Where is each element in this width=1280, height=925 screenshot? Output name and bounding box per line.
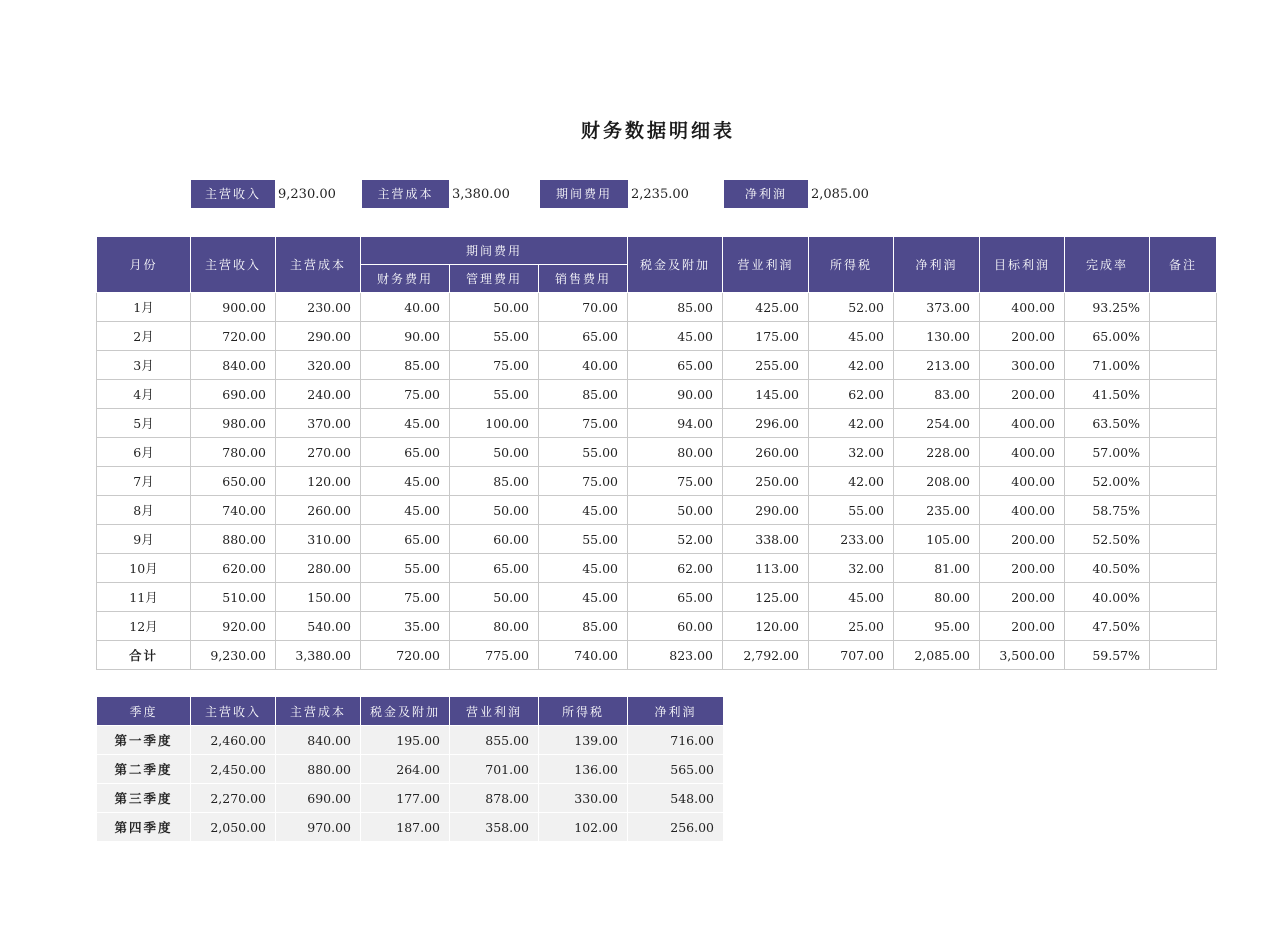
table-cell: 2,792.00 bbox=[723, 641, 809, 670]
quarter-cell: 256.00 bbox=[628, 813, 724, 842]
table-cell: 32.00 bbox=[809, 554, 894, 583]
header-net-profit: 净利润 bbox=[894, 237, 980, 293]
table-row bbox=[97, 322, 1217, 351]
table-cell: 85.00 bbox=[539, 612, 628, 641]
summary-revenue bbox=[191, 180, 336, 208]
table-cell: 83.00 bbox=[894, 380, 980, 409]
month-cell: 3月 bbox=[97, 351, 191, 380]
quarter-cell: 358.00 bbox=[450, 813, 539, 842]
table-cell: 81.00 bbox=[894, 554, 980, 583]
table-cell: 55.00 bbox=[809, 496, 894, 525]
month-cell: 5月 bbox=[97, 409, 191, 438]
table-cell: 85.00 bbox=[539, 380, 628, 409]
table-cell bbox=[1150, 467, 1217, 496]
quarter-label-cell: 第一季度 bbox=[97, 726, 191, 755]
table-row bbox=[97, 351, 1217, 380]
table-cell: 75.00 bbox=[450, 351, 539, 380]
table-cell: 260.00 bbox=[276, 496, 361, 525]
table-cell: 42.00 bbox=[809, 409, 894, 438]
table-cell: 840.00 bbox=[191, 351, 276, 380]
table-cell: 510.00 bbox=[191, 583, 276, 612]
table-cell: 65.00 bbox=[361, 525, 450, 554]
table-cell: 52.50% bbox=[1065, 525, 1150, 554]
table-cell: 920.00 bbox=[191, 612, 276, 641]
summary-label: 主营收入 bbox=[191, 180, 275, 208]
table-cell bbox=[1150, 496, 1217, 525]
table-cell bbox=[1150, 380, 1217, 409]
table-cell: 62.00 bbox=[809, 380, 894, 409]
table-cell: 425.00 bbox=[723, 293, 809, 322]
table-cell bbox=[1150, 583, 1217, 612]
table-cell: 75.00 bbox=[539, 467, 628, 496]
header-sales-expense: 销售费用 bbox=[539, 265, 628, 293]
summary-period-expense bbox=[540, 180, 689, 208]
table-cell: 740.00 bbox=[191, 496, 276, 525]
summary-label: 净利润 bbox=[724, 180, 808, 208]
header-operating-profit: 营业利润 bbox=[723, 237, 809, 293]
quarter-header-cell: 税金及附加 bbox=[361, 697, 450, 726]
table-cell: 90.00 bbox=[628, 380, 723, 409]
table-cell: 75.00 bbox=[361, 380, 450, 409]
table-cell: 250.00 bbox=[723, 467, 809, 496]
monthly-detail-table bbox=[96, 236, 1217, 670]
table-cell: 80.00 bbox=[628, 438, 723, 467]
table-cell: 300.00 bbox=[980, 351, 1065, 380]
table-cell: 45.00 bbox=[361, 496, 450, 525]
table-cell: 150.00 bbox=[276, 583, 361, 612]
table-cell: 65.00 bbox=[361, 438, 450, 467]
table-cell: 60.00 bbox=[628, 612, 723, 641]
table-cell: 200.00 bbox=[980, 525, 1065, 554]
table-cell: 63.50% bbox=[1065, 409, 1150, 438]
table-cell: 45.00 bbox=[809, 322, 894, 351]
table-cell: 52.00% bbox=[1065, 467, 1150, 496]
quarter-row bbox=[97, 726, 724, 755]
table-cell: 3,380.00 bbox=[276, 641, 361, 670]
table-cell: 620.00 bbox=[191, 554, 276, 583]
header-completion-rate: 完成率 bbox=[1065, 237, 1150, 293]
quarter-cell: 136.00 bbox=[539, 755, 628, 784]
table-cell: 40.00% bbox=[1065, 583, 1150, 612]
quarter-cell: 139.00 bbox=[539, 726, 628, 755]
quarter-cell: 195.00 bbox=[361, 726, 450, 755]
table-cell: 270.00 bbox=[276, 438, 361, 467]
summary-label: 期间费用 bbox=[540, 180, 628, 208]
table-cell: 75.00 bbox=[539, 409, 628, 438]
quarter-cell: 187.00 bbox=[361, 813, 450, 842]
table-row bbox=[97, 583, 1217, 612]
table-cell: 65.00% bbox=[1065, 322, 1150, 351]
quarter-header-cell: 所得税 bbox=[539, 697, 628, 726]
table-cell bbox=[1150, 409, 1217, 438]
table-cell: 25.00 bbox=[809, 612, 894, 641]
quarter-cell: 548.00 bbox=[628, 784, 724, 813]
header-revenue: 主营收入 bbox=[191, 237, 276, 293]
table-cell: 880.00 bbox=[191, 525, 276, 554]
table-cell: 720.00 bbox=[191, 322, 276, 351]
summary-value: 3,380.00 bbox=[452, 186, 510, 202]
table-cell: 85.00 bbox=[628, 293, 723, 322]
table-cell: 75.00 bbox=[628, 467, 723, 496]
table-cell: 338.00 bbox=[723, 525, 809, 554]
table-cell: 230.00 bbox=[276, 293, 361, 322]
table-row bbox=[97, 380, 1217, 409]
quarter-row bbox=[97, 784, 724, 813]
month-cell: 4月 bbox=[97, 380, 191, 409]
table-cell: 100.00 bbox=[450, 409, 539, 438]
month-cell: 8月 bbox=[97, 496, 191, 525]
table-cell: 85.00 bbox=[450, 467, 539, 496]
table-row bbox=[97, 409, 1217, 438]
table-cell bbox=[1150, 525, 1217, 554]
table-cell: 52.00 bbox=[628, 525, 723, 554]
month-cell: 12月 bbox=[97, 612, 191, 641]
summary-label: 主营成本 bbox=[362, 180, 449, 208]
table-cell bbox=[1150, 351, 1217, 380]
table-cell: 310.00 bbox=[276, 525, 361, 554]
table-cell: 50.00 bbox=[450, 583, 539, 612]
table-cell: 45.00 bbox=[809, 583, 894, 612]
quarterly-summary-table bbox=[96, 696, 724, 842]
table-cell: 40.00 bbox=[361, 293, 450, 322]
total-row bbox=[97, 641, 1217, 670]
table-cell: 900.00 bbox=[191, 293, 276, 322]
table-cell: 75.00 bbox=[361, 583, 450, 612]
table-cell: 228.00 bbox=[894, 438, 980, 467]
table-cell: 255.00 bbox=[723, 351, 809, 380]
table-cell: 400.00 bbox=[980, 438, 1065, 467]
table-cell: 400.00 bbox=[980, 293, 1065, 322]
summary-cost bbox=[362, 180, 510, 208]
month-cell: 6月 bbox=[97, 438, 191, 467]
table-cell: 113.00 bbox=[723, 554, 809, 583]
quarter-header-cell: 主营成本 bbox=[276, 697, 361, 726]
quarter-row bbox=[97, 755, 724, 784]
quarter-label-cell: 第三季度 bbox=[97, 784, 191, 813]
table-cell: 145.00 bbox=[723, 380, 809, 409]
quarter-header-cell: 净利润 bbox=[628, 697, 724, 726]
table-cell bbox=[1150, 293, 1217, 322]
quarter-cell: 2,450.00 bbox=[191, 755, 276, 784]
table-cell: 373.00 bbox=[894, 293, 980, 322]
quarter-cell: 690.00 bbox=[276, 784, 361, 813]
quarter-row bbox=[97, 813, 724, 842]
month-cell: 11月 bbox=[97, 583, 191, 612]
table-cell: 2,085.00 bbox=[894, 641, 980, 670]
summary-value: 2,235.00 bbox=[631, 186, 689, 202]
page-title: 财务数据明细表 bbox=[580, 120, 735, 142]
table-cell: 233.00 bbox=[809, 525, 894, 554]
table-cell: 45.00 bbox=[361, 409, 450, 438]
table-cell: 42.00 bbox=[809, 351, 894, 380]
table-cell: 57.00% bbox=[1065, 438, 1150, 467]
quarter-cell: 2,270.00 bbox=[191, 784, 276, 813]
table-cell: 32.00 bbox=[809, 438, 894, 467]
month-cell: 1月 bbox=[97, 293, 191, 322]
header-admin-expense: 管理费用 bbox=[450, 265, 539, 293]
table-cell: 290.00 bbox=[723, 496, 809, 525]
table-cell: 45.00 bbox=[539, 554, 628, 583]
table-cell bbox=[1150, 322, 1217, 351]
header-period-expense: 期间费用 bbox=[361, 237, 628, 265]
table-cell: 980.00 bbox=[191, 409, 276, 438]
table-cell: 50.00 bbox=[450, 293, 539, 322]
quarter-cell: 701.00 bbox=[450, 755, 539, 784]
table-cell: 47.50% bbox=[1065, 612, 1150, 641]
table-cell: 540.00 bbox=[276, 612, 361, 641]
table-cell: 200.00 bbox=[980, 583, 1065, 612]
table-cell: 823.00 bbox=[628, 641, 723, 670]
table-cell: 85.00 bbox=[361, 351, 450, 380]
table-cell: 58.75% bbox=[1065, 496, 1150, 525]
table-cell: 50.00 bbox=[450, 438, 539, 467]
table-cell: 50.00 bbox=[450, 496, 539, 525]
header-income-tax: 所得税 bbox=[809, 237, 894, 293]
summary-value: 9,230.00 bbox=[278, 186, 336, 202]
table-cell: 93.25% bbox=[1065, 293, 1150, 322]
quarter-cell: 2,050.00 bbox=[191, 813, 276, 842]
table-cell: 120.00 bbox=[723, 612, 809, 641]
table-cell: 780.00 bbox=[191, 438, 276, 467]
table-cell: 775.00 bbox=[450, 641, 539, 670]
table-cell: 65.00 bbox=[450, 554, 539, 583]
quarter-cell: 970.00 bbox=[276, 813, 361, 842]
table-cell: 35.00 bbox=[361, 612, 450, 641]
month-cell: 2月 bbox=[97, 322, 191, 351]
table-cell: 400.00 bbox=[980, 467, 1065, 496]
table-cell bbox=[1150, 612, 1217, 641]
table-cell: 400.00 bbox=[980, 496, 1065, 525]
table-row bbox=[97, 293, 1217, 322]
header-target-profit: 目标利润 bbox=[980, 237, 1065, 293]
table-cell: 45.00 bbox=[539, 496, 628, 525]
summary-net-profit bbox=[724, 180, 869, 208]
table-cell: 3,500.00 bbox=[980, 641, 1065, 670]
quarter-header-cell: 营业利润 bbox=[450, 697, 539, 726]
table-row bbox=[97, 525, 1217, 554]
table-cell: 40.00 bbox=[539, 351, 628, 380]
table-cell: 200.00 bbox=[980, 380, 1065, 409]
table-cell: 80.00 bbox=[894, 583, 980, 612]
table-cell: 690.00 bbox=[191, 380, 276, 409]
table-cell: 45.00 bbox=[628, 322, 723, 351]
table-cell: 55.00 bbox=[539, 438, 628, 467]
table-cell: 208.00 bbox=[894, 467, 980, 496]
table-cell: 280.00 bbox=[276, 554, 361, 583]
table-cell: 254.00 bbox=[894, 409, 980, 438]
table-cell: 260.00 bbox=[723, 438, 809, 467]
table-cell: 200.00 bbox=[980, 322, 1065, 351]
quarter-cell: 878.00 bbox=[450, 784, 539, 813]
table-cell: 235.00 bbox=[894, 496, 980, 525]
quarter-cell: 330.00 bbox=[539, 784, 628, 813]
quarter-header-cell: 季度 bbox=[97, 697, 191, 726]
table-cell: 80.00 bbox=[450, 612, 539, 641]
table-row bbox=[97, 612, 1217, 641]
header-cost: 主营成本 bbox=[276, 237, 361, 293]
table-cell: 55.00 bbox=[450, 322, 539, 351]
quarter-cell: 716.00 bbox=[628, 726, 724, 755]
header-note: 备注 bbox=[1150, 237, 1217, 293]
month-cell: 7月 bbox=[97, 467, 191, 496]
table-cell: 320.00 bbox=[276, 351, 361, 380]
table-cell bbox=[1150, 641, 1217, 670]
table-cell: 105.00 bbox=[894, 525, 980, 554]
table-cell: 175.00 bbox=[723, 322, 809, 351]
table-cell: 59.57% bbox=[1065, 641, 1150, 670]
table-cell: 45.00 bbox=[361, 467, 450, 496]
quarter-header-cell: 主营收入 bbox=[191, 697, 276, 726]
quarter-label-cell: 第四季度 bbox=[97, 813, 191, 842]
table-cell: 70.00 bbox=[539, 293, 628, 322]
table-cell bbox=[1150, 554, 1217, 583]
table-cell: 650.00 bbox=[191, 467, 276, 496]
table-cell: 707.00 bbox=[809, 641, 894, 670]
table-cell: 90.00 bbox=[361, 322, 450, 351]
table-cell: 200.00 bbox=[980, 554, 1065, 583]
table-cell: 71.00% bbox=[1065, 351, 1150, 380]
table-cell: 290.00 bbox=[276, 322, 361, 351]
table-cell: 125.00 bbox=[723, 583, 809, 612]
table-cell bbox=[1150, 438, 1217, 467]
table-cell: 65.00 bbox=[628, 583, 723, 612]
table-cell: 200.00 bbox=[980, 612, 1065, 641]
table-cell: 40.50% bbox=[1065, 554, 1150, 583]
table-cell: 41.50% bbox=[1065, 380, 1150, 409]
table-cell: 55.00 bbox=[539, 525, 628, 554]
table-cell: 130.00 bbox=[894, 322, 980, 351]
table-row bbox=[97, 438, 1217, 467]
table-cell: 50.00 bbox=[628, 496, 723, 525]
quarter-cell: 565.00 bbox=[628, 755, 724, 784]
table-cell: 95.00 bbox=[894, 612, 980, 641]
quarter-cell: 855.00 bbox=[450, 726, 539, 755]
table-cell: 52.00 bbox=[809, 293, 894, 322]
quarter-cell: 177.00 bbox=[361, 784, 450, 813]
quarter-label-cell: 第二季度 bbox=[97, 755, 191, 784]
table-row bbox=[97, 554, 1217, 583]
quarter-cell: 102.00 bbox=[539, 813, 628, 842]
table-cell: 213.00 bbox=[894, 351, 980, 380]
table-row bbox=[97, 467, 1217, 496]
quarter-cell: 880.00 bbox=[276, 755, 361, 784]
table-cell: 55.00 bbox=[450, 380, 539, 409]
header-finance-expense: 财务费用 bbox=[361, 265, 450, 293]
table-cell: 42.00 bbox=[809, 467, 894, 496]
table-cell: 55.00 bbox=[361, 554, 450, 583]
table-cell: 65.00 bbox=[628, 351, 723, 380]
month-cell: 9月 bbox=[97, 525, 191, 554]
header-month: 月份 bbox=[97, 237, 191, 293]
month-cell: 10月 bbox=[97, 554, 191, 583]
table-cell: 65.00 bbox=[539, 322, 628, 351]
month-cell: 合计 bbox=[97, 641, 191, 670]
table-cell: 240.00 bbox=[276, 380, 361, 409]
quarter-cell: 2,460.00 bbox=[191, 726, 276, 755]
table-cell: 62.00 bbox=[628, 554, 723, 583]
table-cell: 400.00 bbox=[980, 409, 1065, 438]
quarter-cell: 264.00 bbox=[361, 755, 450, 784]
table-row bbox=[97, 496, 1217, 525]
summary-value: 2,085.00 bbox=[811, 186, 869, 202]
header-tax: 税金及附加 bbox=[628, 237, 723, 293]
quarter-cell: 840.00 bbox=[276, 726, 361, 755]
table-cell: 370.00 bbox=[276, 409, 361, 438]
table-cell: 740.00 bbox=[539, 641, 628, 670]
table-cell: 720.00 bbox=[361, 641, 450, 670]
table-cell: 9,230.00 bbox=[191, 641, 276, 670]
table-cell: 45.00 bbox=[539, 583, 628, 612]
table-cell: 296.00 bbox=[723, 409, 809, 438]
table-cell: 94.00 bbox=[628, 409, 723, 438]
table-cell: 120.00 bbox=[276, 467, 361, 496]
table-cell: 60.00 bbox=[450, 525, 539, 554]
